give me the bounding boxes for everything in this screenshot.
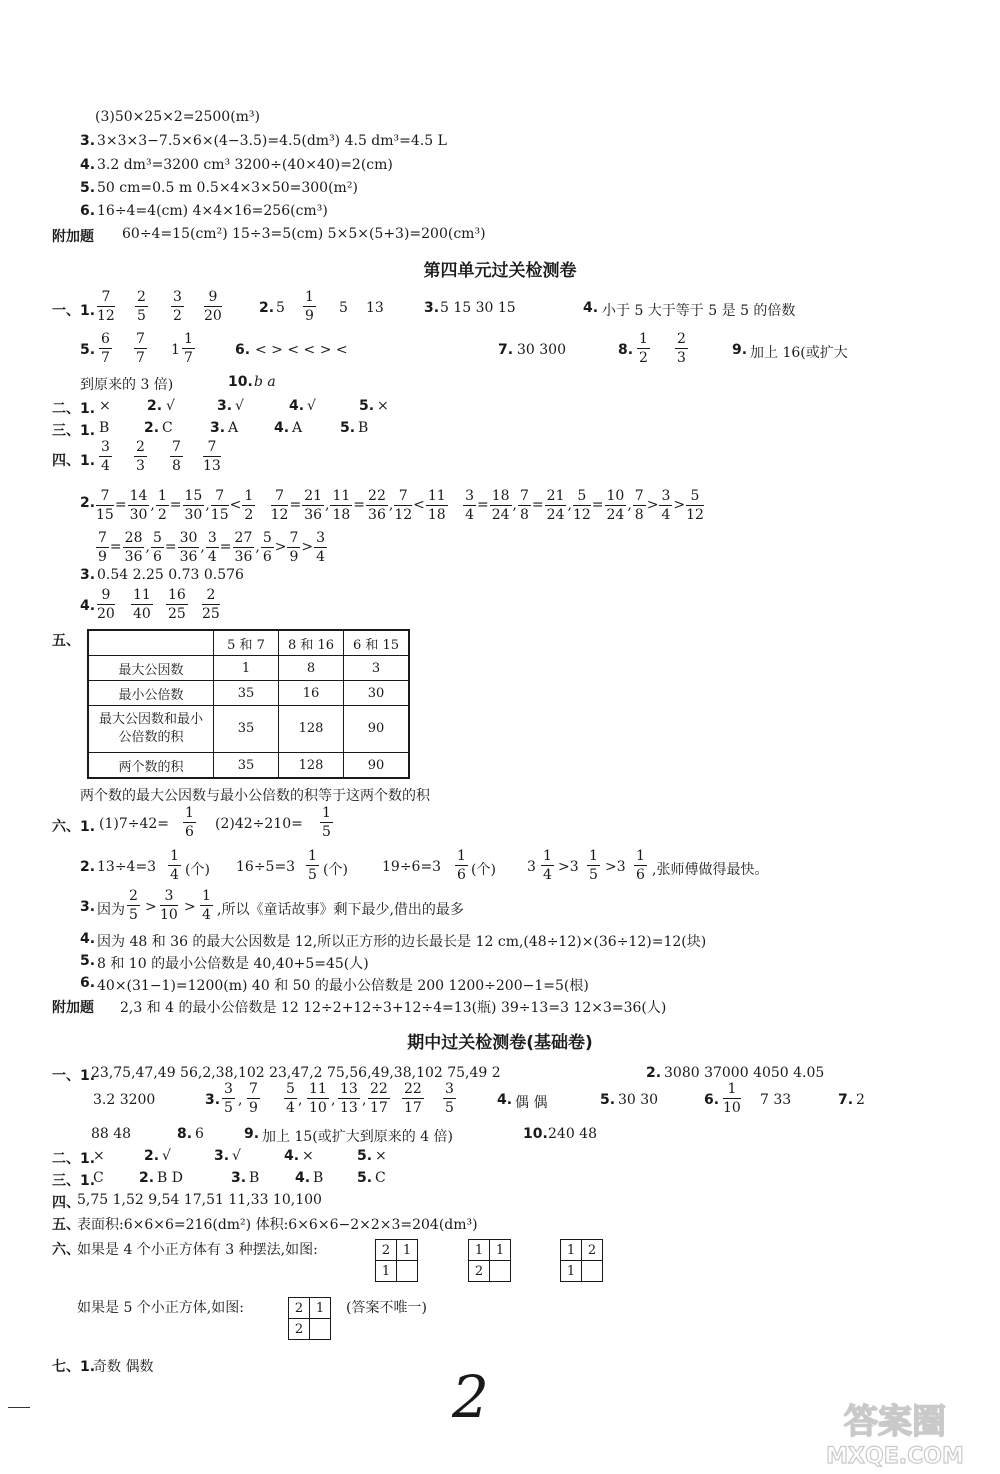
operator: , bbox=[325, 497, 330, 513]
numerator: 28 bbox=[124, 529, 143, 546]
fraction: 1 5 bbox=[308, 848, 317, 883]
fraction bbox=[302, 489, 324, 522]
denominator: 36 bbox=[124, 548, 143, 565]
operator: , bbox=[255, 539, 260, 555]
numerator: 27 bbox=[234, 529, 253, 546]
numerator: 14 bbox=[129, 487, 148, 504]
fraction bbox=[156, 489, 169, 522]
operator: = bbox=[169, 497, 182, 513]
fraction: 7 12 bbox=[97, 289, 115, 324]
fraction bbox=[271, 489, 289, 522]
answer-line: 六、1. (1)7÷42= 1 6 (2)42÷210= 1 5 bbox=[52, 805, 331, 840]
fraction bbox=[545, 489, 567, 522]
fraction: 2 25 bbox=[202, 587, 220, 622]
denominator: 24 bbox=[546, 506, 565, 523]
denominator: 2 bbox=[244, 506, 254, 523]
fraction: 2 5 bbox=[137, 289, 146, 324]
fraction bbox=[686, 489, 704, 522]
fraction bbox=[96, 489, 114, 522]
fraction: 2 3 bbox=[677, 331, 686, 366]
cube-arrangement-5: 2 1 2 bbox=[288, 1297, 331, 1340]
fraction bbox=[573, 489, 591, 522]
fraction bbox=[633, 489, 646, 522]
fraction: 11 10 bbox=[309, 1081, 327, 1116]
fraction: 3 4 bbox=[101, 439, 110, 474]
denominator: 18 bbox=[332, 506, 351, 523]
fraction bbox=[314, 531, 327, 564]
operator: , bbox=[567, 497, 572, 513]
fraction: 1 4 bbox=[543, 848, 552, 883]
denominator: 4 bbox=[661, 506, 671, 523]
numerator: 3 bbox=[207, 529, 217, 546]
operator: = bbox=[531, 497, 544, 513]
fraction: 9 20 bbox=[97, 587, 115, 622]
fraction: 1 7 bbox=[184, 331, 193, 366]
denominator: 12 bbox=[686, 506, 704, 523]
fraction bbox=[128, 489, 150, 522]
fraction-row: 2. $\frac{7}{15}$ = $\frac{14}{30}$ , $\frac{1}{2}$ = $\frac{15}{30}$ , $\frac{7}{15}$ < $\frac{1}{2}$ $\frac{7}{12}$ = $\frac{21}{36}$ , $\frac{11}{18}$ = $\frac{22}{36}$ , $\frac{7}{12}$ < $\frac{11}{18}$ $\frac{3}{4}$ = $\frac{18}{24}$ , $\frac{7}{8}$ = $\frac{21}{24}$ , $\frac{5}{12}$ = $\frac{10}{24}$ , $\frac{7}{8}$ > $\frac{3}{4}$ > $\frac{5}{12}$ bbox=[0, 485, 1000, 525]
fraction: 1 9 bbox=[305, 289, 314, 324]
operator: > bbox=[301, 539, 314, 555]
denominator: 24 bbox=[606, 506, 625, 523]
fraction-sequence bbox=[96, 527, 327, 567]
fraction: 16 25 bbox=[168, 587, 186, 622]
denominator: 12 bbox=[572, 506, 591, 523]
denominator: 4 bbox=[316, 548, 326, 565]
fraction bbox=[151, 531, 164, 564]
watermark-url: MXQE.COM bbox=[826, 1444, 964, 1469]
fraction: 3 5 bbox=[445, 1081, 454, 1116]
numerator: 15 bbox=[184, 487, 203, 504]
table-row: 最大公因数和最小公倍数的积 35 128 90 bbox=[88, 706, 409, 753]
fraction: 3 2 bbox=[173, 289, 182, 324]
denominator: 15 bbox=[96, 506, 114, 523]
numerator: 7 bbox=[520, 487, 529, 504]
margin-dash bbox=[8, 1407, 30, 1408]
fraction bbox=[366, 489, 388, 522]
section-title: 第四单元过关检测卷 bbox=[423, 261, 577, 281]
numerator: 3 bbox=[465, 487, 474, 504]
denominator: 8 bbox=[520, 506, 529, 523]
fraction bbox=[394, 489, 412, 522]
fraction: 1 5 bbox=[589, 848, 598, 883]
numerator: 3 bbox=[661, 487, 671, 504]
denominator: 6 bbox=[152, 548, 162, 565]
numerator: 5 bbox=[152, 529, 162, 546]
gcd-lcm-table bbox=[87, 629, 410, 779]
denominator: 9 bbox=[289, 548, 299, 565]
operator: , bbox=[205, 497, 210, 513]
denominator: 15 bbox=[210, 506, 229, 523]
cube-arrangement-1: 2 1 1 bbox=[375, 1239, 418, 1282]
cube-arrangement-3: 1 2 1 bbox=[560, 1239, 603, 1282]
fraction bbox=[96, 531, 109, 564]
denominator: 36 bbox=[368, 506, 386, 523]
fraction bbox=[287, 531, 300, 564]
fraction bbox=[463, 489, 476, 522]
denominator: 24 bbox=[491, 506, 510, 523]
operator: < bbox=[413, 497, 425, 513]
answer-line: 四、1. 3 4 2 3 7 8 7 13 bbox=[52, 439, 221, 474]
fraction bbox=[605, 489, 627, 522]
numerator: 21 bbox=[304, 487, 323, 504]
numerator: 22 bbox=[368, 487, 386, 504]
answer-line: 5. 6 7 7 7 1 1 7 6. < > < < > < 7. 30 300 8. 1 2 2 3 9. 加上 16(或扩大 bbox=[80, 331, 848, 366]
operator: = bbox=[476, 497, 489, 513]
numerator: 1 bbox=[157, 487, 167, 504]
denominator: 4 bbox=[207, 548, 217, 565]
fraction: 9 20 bbox=[204, 289, 222, 324]
fraction: 7 9 bbox=[249, 1081, 258, 1116]
operator: = bbox=[164, 539, 177, 555]
answer-line: 3.2 3200 3. 3 5 , 7 9 5 4 , 11 10 , 13 13 , 22 17 22 17 3 5 4. 偶 偶 5. 30 30 6. 1 10 7 33 7. 2 bbox=[93, 1081, 865, 1116]
denominator: 30 bbox=[129, 506, 148, 523]
denominator: 8 bbox=[634, 506, 644, 523]
fraction bbox=[261, 531, 274, 564]
denominator: 18 bbox=[427, 506, 446, 523]
fraction bbox=[242, 489, 255, 522]
numerator: 3 bbox=[316, 529, 326, 546]
fraction bbox=[518, 489, 531, 522]
operator: = bbox=[109, 539, 122, 555]
operator: , bbox=[512, 497, 517, 513]
fraction bbox=[330, 489, 352, 522]
numerator: 1 bbox=[244, 487, 254, 504]
fraction: 1 5 bbox=[322, 805, 331, 840]
numerator: 7 bbox=[271, 489, 289, 506]
fraction bbox=[426, 489, 448, 522]
operator: , bbox=[388, 497, 394, 513]
operator bbox=[256, 497, 269, 513]
denominator: 6 bbox=[262, 548, 272, 565]
fraction bbox=[178, 531, 200, 564]
fraction: 22 17 bbox=[404, 1081, 422, 1116]
fraction: 1 10 bbox=[723, 1081, 741, 1116]
denominator: 36 bbox=[179, 548, 198, 565]
fraction: 1 4 bbox=[202, 888, 211, 923]
numerator: 21 bbox=[546, 487, 565, 504]
watermark-logo bbox=[800, 1393, 990, 1469]
operator: > bbox=[646, 497, 659, 513]
operator: , bbox=[200, 539, 205, 555]
comma: , bbox=[331, 1092, 336, 1108]
watermark-text: 答案圈 bbox=[844, 1402, 946, 1442]
fraction: 2 3 bbox=[136, 439, 145, 474]
page-number: 2 bbox=[452, 1363, 489, 1431]
fraction: 5 4 bbox=[286, 1081, 295, 1116]
numerator: 7 bbox=[96, 489, 114, 506]
fraction: 1 6 bbox=[185, 805, 194, 840]
operator: > bbox=[673, 497, 686, 513]
fraction bbox=[183, 489, 205, 522]
operator: = bbox=[591, 497, 604, 513]
fraction: 22 17 bbox=[370, 1081, 388, 1116]
denominator: 36 bbox=[304, 506, 323, 523]
fraction: 1 4 bbox=[170, 848, 179, 883]
fraction: 7 7 bbox=[136, 331, 145, 366]
numerator: 5 bbox=[573, 489, 591, 506]
numerator: 7 bbox=[634, 487, 644, 504]
comma: , bbox=[238, 1092, 243, 1108]
fraction: 2 5 bbox=[129, 888, 138, 923]
operator: , bbox=[627, 497, 632, 513]
numerator: 7 bbox=[211, 489, 229, 506]
answer-line: 一、1. 7 12 2 5 3 2 9 20 2. 5 1 9 5 13 3. 5 15 30 15 4. 小于 5 大于等于 5 是 5 的倍数 bbox=[52, 289, 796, 324]
cube-arrangement-2: 1 1 2 bbox=[468, 1239, 511, 1282]
fraction: 1 6 bbox=[636, 848, 645, 883]
fraction: 3 10 bbox=[160, 888, 178, 923]
fraction: 6 7 bbox=[101, 331, 110, 366]
fraction bbox=[123, 531, 145, 564]
numerator: 7 bbox=[98, 529, 107, 546]
denominator: 12 bbox=[270, 506, 289, 523]
denominator: 36 bbox=[234, 548, 253, 565]
fraction-sequence bbox=[96, 485, 704, 525]
fraction bbox=[211, 489, 229, 522]
table-row: 最大公因数 1 8 3 bbox=[88, 656, 409, 681]
comma: , bbox=[362, 1092, 367, 1108]
fraction: 1 2 bbox=[639, 331, 648, 366]
operator: = bbox=[219, 539, 232, 555]
fraction: 7 8 bbox=[172, 439, 181, 474]
numerator: 11 bbox=[332, 487, 351, 504]
operator bbox=[449, 497, 462, 513]
section-title: 期中过关检测卷(基础卷) bbox=[407, 1033, 593, 1053]
fraction: 1 6 bbox=[457, 848, 466, 883]
operator: < bbox=[229, 497, 242, 513]
fraction bbox=[206, 531, 219, 564]
answer-line: 4. 9 20 11 40 16 25 2 25 bbox=[80, 587, 220, 622]
numerator: 5 bbox=[686, 489, 704, 506]
operator: > bbox=[274, 539, 287, 555]
fraction bbox=[233, 531, 255, 564]
operator: , bbox=[150, 497, 155, 513]
fraction bbox=[659, 489, 672, 522]
numerator: 5 bbox=[262, 529, 272, 546]
numerator: 7 bbox=[289, 529, 299, 546]
operator: = bbox=[289, 497, 302, 513]
fraction: 3 5 bbox=[224, 1081, 233, 1116]
denominator: 4 bbox=[465, 506, 474, 523]
comma: , bbox=[298, 1092, 303, 1108]
operator: = bbox=[353, 497, 366, 513]
numerator: 11 bbox=[427, 487, 446, 504]
denominator: 12 bbox=[394, 506, 413, 523]
table-row: 两个数的积 35 128 90 bbox=[88, 753, 409, 779]
answer-line: 3. 因为 2 5 > 3 10 > 1 4 ,所以《童话故事》剩下最少,借出的最多 bbox=[80, 888, 464, 923]
table-row: 最小公倍数 35 16 30 bbox=[88, 681, 409, 706]
numerator: 7 bbox=[394, 489, 412, 506]
operator: = bbox=[114, 497, 127, 513]
fraction: 11 40 bbox=[133, 587, 151, 622]
table-header-row: 5 和 7 8 和 16 6 和 15 bbox=[88, 630, 409, 656]
operator: , bbox=[145, 539, 150, 555]
fraction-row bbox=[0, 527, 1000, 567]
fraction bbox=[490, 489, 512, 522]
numerator: 30 bbox=[179, 529, 198, 546]
fraction: 7 13 bbox=[203, 439, 221, 474]
denominator: 2 bbox=[157, 506, 167, 523]
denominator: 30 bbox=[184, 506, 203, 523]
denominator: 9 bbox=[98, 548, 107, 565]
numerator: 18 bbox=[491, 487, 510, 504]
fraction: 13 13 bbox=[340, 1081, 358, 1116]
numerator: 10 bbox=[606, 487, 625, 504]
answer-line: 2. 13÷4=3 1 4 (个) 16÷5=3 1 5 (个) 19÷6=3 1 6 (个) 3 1 4 >3 1 5 >3 1 6 ,张师傅做得最快。 bbox=[80, 848, 769, 883]
